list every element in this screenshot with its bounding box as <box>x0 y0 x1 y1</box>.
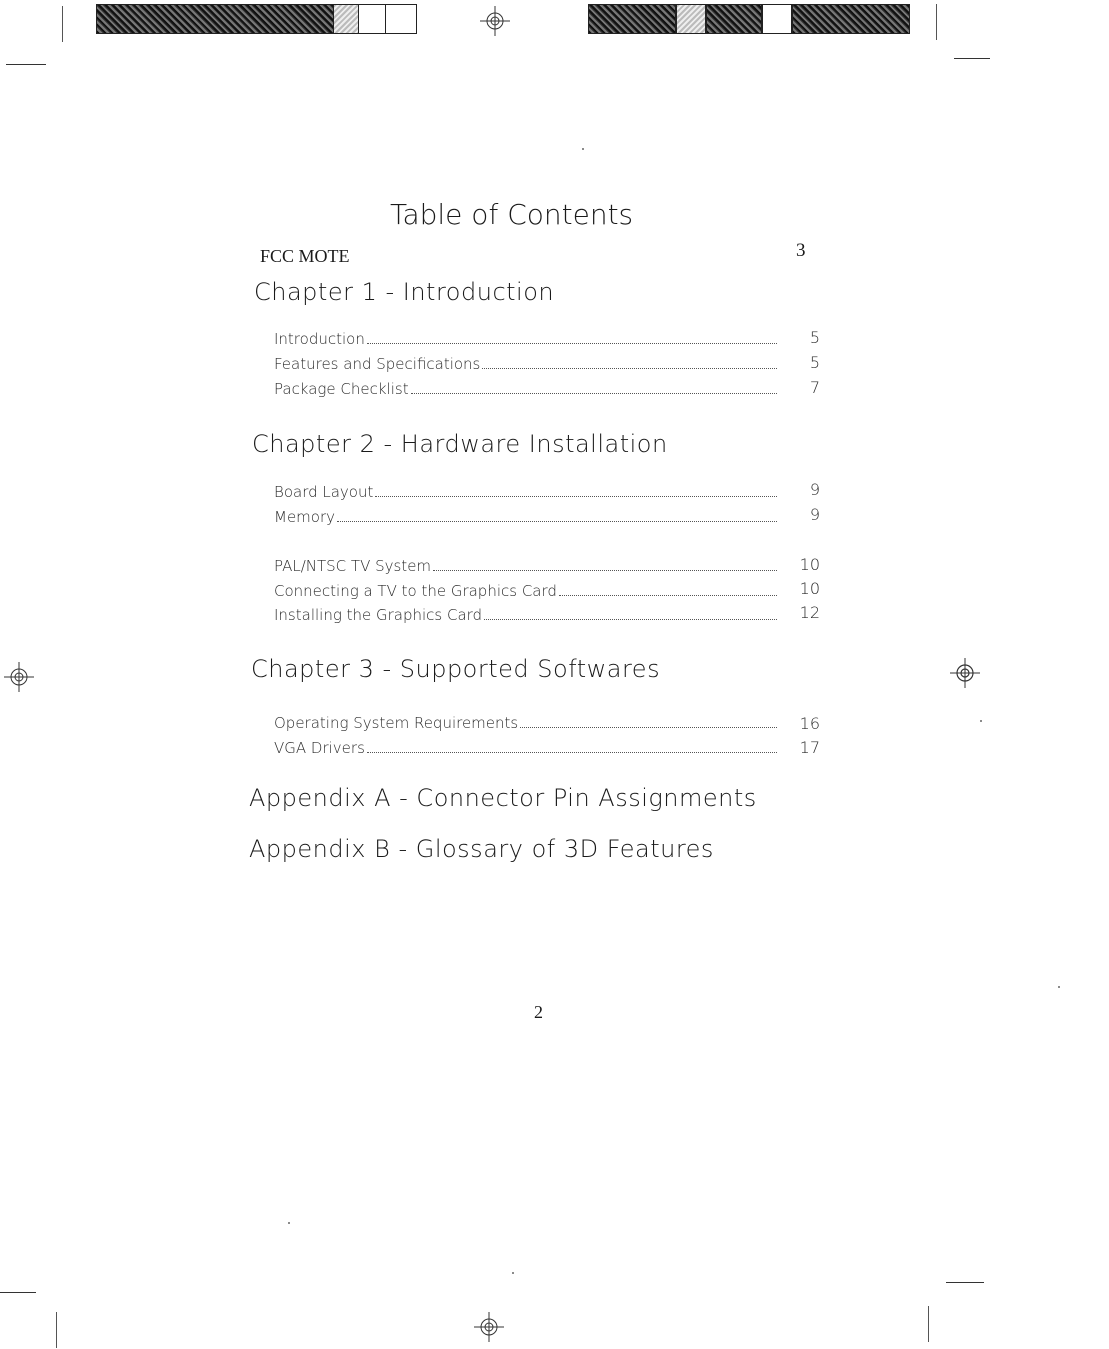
toc-entry-label: Installing the Graphics Card <box>274 606 483 624</box>
leader-dots <box>375 496 777 497</box>
toc-entry[interactable] <box>274 326 777 348</box>
toc-entry[interactable] <box>274 479 777 501</box>
leader-dots <box>559 595 777 596</box>
leader-dots <box>520 727 777 728</box>
toc-entry-label: Features and Specifications <box>274 355 481 373</box>
toc-entry-page: 5 <box>809 328 820 347</box>
toc-entry-page: 9 <box>809 505 820 524</box>
registration-mark-left <box>4 662 34 692</box>
registration-mark-right <box>950 658 980 688</box>
toc-entry[interactable] <box>274 735 777 757</box>
toc-entry-label: Package Checklist <box>274 380 409 398</box>
toc-entry-page: 10 <box>799 555 820 574</box>
chapter-3-heading: Chapter 3 - Supported Softwares <box>251 655 661 683</box>
toc-entry-page: 16 <box>799 714 820 733</box>
toc-entry[interactable] <box>274 602 777 624</box>
toc-entry-page: 10 <box>799 579 820 598</box>
toc-entry[interactable] <box>274 376 777 398</box>
toc-entry-label: Operating System Requirements <box>274 714 519 732</box>
leader-dots <box>482 368 777 369</box>
chapter-2-heading: Chapter 2 - Hardware Installation <box>252 430 668 458</box>
toc-entry-page: 12 <box>799 603 820 622</box>
toc-entry-label: Board Layout <box>274 483 374 501</box>
toc-entry-label: Connecting a TV to the Graphics Card <box>274 582 557 600</box>
toc-entry[interactable] <box>274 351 777 373</box>
leader-dots <box>367 343 777 344</box>
registration-mark-bottom <box>474 1312 504 1342</box>
toc-entry[interactable] <box>274 504 777 526</box>
appendix-b-heading: Appendix B - Glossary of 3D Features <box>249 835 714 863</box>
leader-dots <box>411 393 777 394</box>
leader-dots <box>433 570 777 571</box>
registration-mark-top <box>480 6 510 36</box>
toc-entry-label: Memory <box>274 508 336 526</box>
toc-entry[interactable] <box>274 710 777 732</box>
toc-entry-label: PAL/NTSC TV System <box>274 557 432 575</box>
leader-dots <box>484 619 777 620</box>
toc-entry[interactable] <box>274 553 777 575</box>
toc-entry-page: 5 <box>809 353 820 372</box>
fcc-note-page: 3 <box>796 240 806 261</box>
toc-entry-page: 17 <box>799 738 820 757</box>
chapter-1-heading: Chapter 1 - Introduction <box>254 278 555 306</box>
appendix-a-heading: Appendix A - Connector Pin Assignments <box>249 784 757 812</box>
toc-entry[interactable] <box>274 578 777 600</box>
leader-dots <box>367 752 777 753</box>
toc-entry-page: 7 <box>809 378 820 397</box>
toc-entry-label: Introduction <box>274 330 365 348</box>
page-number: 2 <box>534 1002 543 1022</box>
toc-entry-label: VGA Drivers <box>274 739 365 757</box>
leader-dots <box>337 521 777 522</box>
fcc-note-label: FCC MOTE <box>260 246 350 266</box>
page-title: Table of Contents <box>390 198 634 231</box>
toc-entry-page: 9 <box>809 480 820 499</box>
